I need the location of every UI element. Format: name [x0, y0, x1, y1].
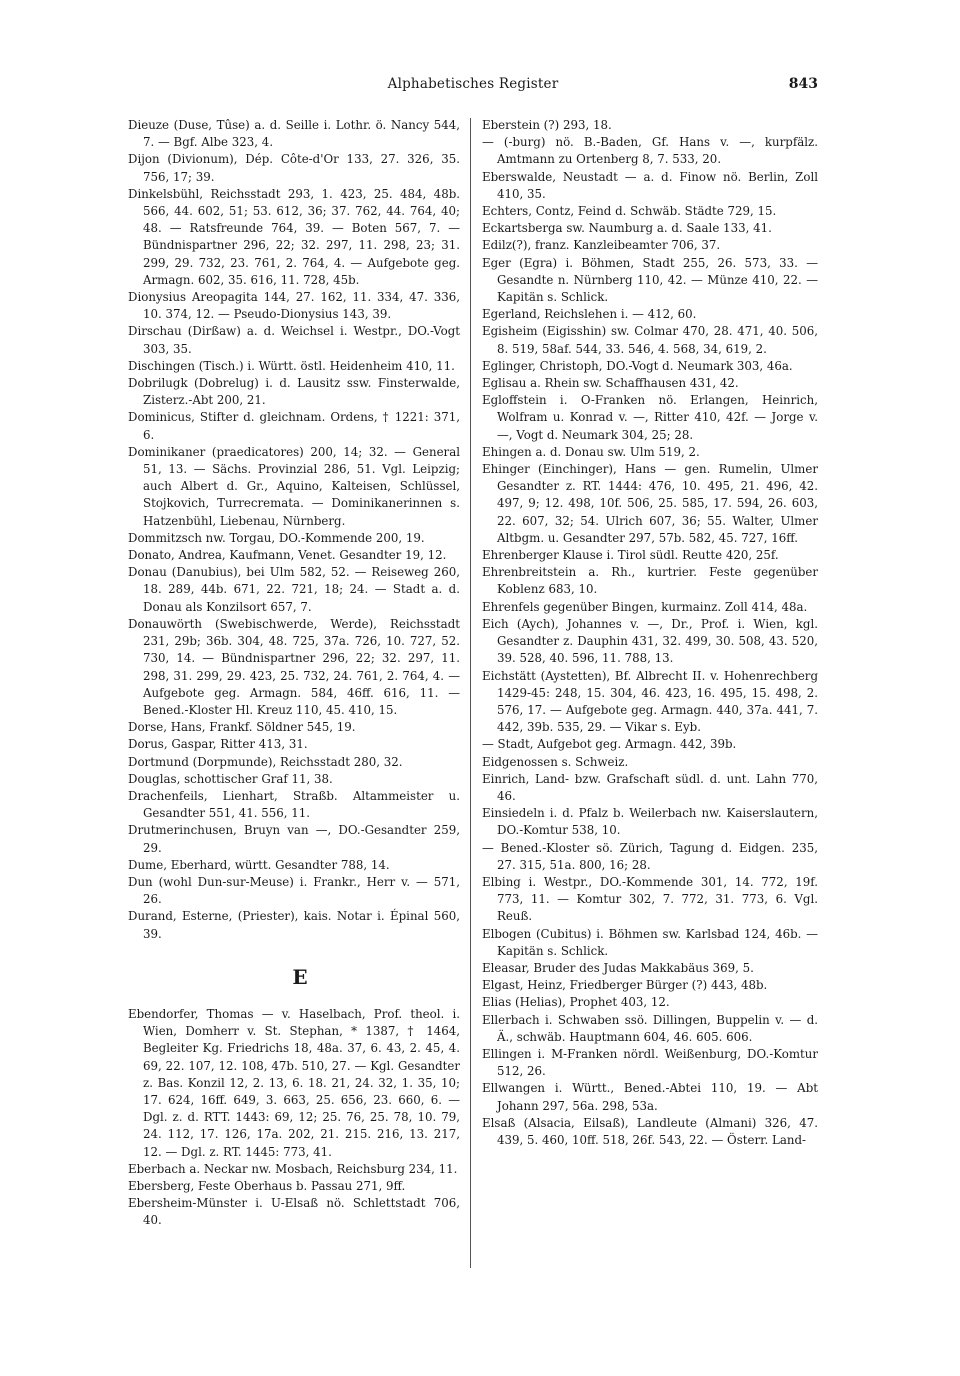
register-entry: Echters, Contz, Feind d. Schwäb. Städte 729, 15. [482, 204, 777, 219]
register-entry: Eglisau a. Rhein sw. Schaffhausen 431, 42. [482, 376, 739, 391]
register-entry: Dorus, Gaspar, Ritter 413, 31. [128, 737, 308, 752]
register-entry: Elgast, Heinz, Friedberger Bürger (?) 443, 48b. [482, 978, 768, 993]
register-entry: Ebendorfer, Thomas — v. Haselbach, Prof. theol. i. Wien, Domherr v. St. Stephan, * 1387, † 1464, Begleiter Kg. Friedrichs 18, 48a. 37, 6. 43, 2. 45, 4. 69, 22. 107, 12. 108, 47b. 510, 27. — Kgl. Gesandter z. Bas. Konzil 12, 2. 13, 6. 18. 21, 24. 32, 1. 35, 10; 17. 624, 16ff. 649, 3. 663, 25. 656, 23. 660, 6. — Dgl. z. d. RTT. 1443: 69, 12; 25. 76, 25. 78, 10. 79, 24. 112, 17. 126, 17a. 202, 21. 215. 216, 13. 217, 12. — Dgl. z. RT. 1445: 773, 41. [128, 1006, 460, 1159]
register-entry: — (-burg) nö. B.-Baden, Gf. Hans v. —, kurpfälz. Amtmann zu Ortenberg 8, 7. 533, 20. [482, 135, 818, 167]
register-entry: Dobrilugk (Dobrelug) i. d. Lausitz ssw. Finsterwalde, Zisterz.-Abt 200, 21. [128, 376, 460, 408]
register-entry: Drutmerinchusen, Bruyn van —, DO.-Gesandter 259, 29. [128, 823, 460, 855]
register-entry: Dirschau (Dirßaw) a. d. Weichsel i. Westpr., DO.-Vogt 303, 35. [128, 324, 460, 356]
register-entry: Einrich, Land- bzw. Grafschaft südl. d. unt. Lahn 770, 46. [482, 771, 818, 803]
register-entry: Dominikaner (praedicatores) 200, 14; 32. — General 51, 13. — Sächs. Provinzial 286, 51. Vgl. Leipzig; auch Albert d. Gr., Aquino, Kalteisen, Schlüssel, Stojkovich, Turrecremata. — Dominikanerinnen s. Hatzenbühl, Liebenau, Nürnberg. [128, 444, 460, 528]
register-entry: Dorse, Hans, Frankf. Söldner 545, 19. [128, 720, 356, 735]
register-entry: Eleasar, Bruder des Judas Makkabäus 369, 5. [482, 960, 754, 975]
register-entry: — Stadt, Aufgebot geg. Armagn. 442, 39b. [482, 737, 737, 752]
register-entry: Ellwangen i. Württ., Bened.-Abtei 110, 19. — Abt Johann 297, 56a. 298, 53a. [482, 1081, 818, 1113]
page-number: 843 [788, 76, 818, 92]
register-entry: — Bened.-Kloster sö. Zürich, Tagung d. Eidgen. 235, 27. 315, 51a. 800, 16; 28. [482, 840, 818, 872]
column-divider [470, 118, 471, 1268]
register-entry: Douglas, schottischer Graf 11, 38. [128, 771, 333, 786]
register-entry: Eidgenossen s. Schweiz. [482, 754, 629, 769]
register-entry: Ehingen a. d. Donau sw. Ulm 519, 2. [482, 444, 700, 459]
register-entry: Donau (Danubius), bei Ulm 582, 52. — Reiseweg 260, 18. 289, 44b. 671, 22. 721, 18; 24. — Stadt a. d. Donau als Konzilsort 657, 7. [128, 565, 460, 614]
register-entry: Egisheim (Eigisshin) sw. Colmar 470, 28. 471, 40. 506, 8. 519, 58af. 544, 33. 546, 4. 568, 34, 619, 2. [482, 324, 818, 356]
register-entry: Einsiedeln i. d. Pfalz b. Weilerbach nw. Kaiserslautern, DO.-Komtur 538, 10. [482, 806, 818, 838]
register-entry: Eglinger, Christoph, DO.-Vogt d. Neumark 303, 46a. [482, 358, 793, 373]
register-entry: Eberbach a. Neckar nw. Mosbach, Reichsburg 234, 11. [128, 1161, 458, 1176]
register-entry: Ehinger (Einchinger), Hans — gen. Rumelin, Ulmer Gesandter z. RT. 1444: 476, 10. 495, 21. 496, 42. 497, 9; 12. 498, 10f. 506, 25. 585, 17. 594, 26. 603, 22. 607, 32; 54. Ulrich 607, 36; 55. Walter, Ulmer Altbgm. u. Gesandter 297, 57b. 582, 45. 727, 16ff. [482, 462, 818, 545]
register-entry: Eberstein (?) 293, 18. [482, 118, 612, 132]
register-entry: Dortmund (Dorpmunde), Reichsstadt 280, 32. [128, 754, 403, 769]
register-entry: Drachenfeils, Lienhart, Straßb. Altammeister u. Gesandter 551, 41. 556, 11. [128, 788, 460, 821]
register-entry: Dionysius Areopagita 144, 27. 162, 11. 334, 47. 336, 10. 374, 12. — Pseudo-Dionysius 143, 39. [128, 290, 460, 322]
register-entry: Eich (Aych), Johannes v. —, Dr., Prof. i. Wien, kgl. Gesandter z. Dauphin 431, 32. 499, 30. 508, 43. 520, 39. 528, 40. 596, 11. 788, 13. [482, 616, 818, 666]
register-entry: Elias (Helias), Prophet 403, 12. [482, 995, 670, 1010]
register-entry: Elbogen (Cubitus) i. Böhmen sw. Karlsbad 124, 46b. — Kapitän s. Schlick. [482, 926, 818, 958]
register-entry: Egerland, Reichslehen i. — 412, 60. [482, 307, 697, 322]
register-entry: Dischingen (Tisch.) i. Württ. östl. Heidenheim 410, 11. [128, 358, 455, 373]
register-entry: Ehrenberger Klause i. Tirol südl. Reutte 420, 25f. [482, 548, 779, 563]
section-letter: E [292, 964, 308, 989]
register-entry: Dieuze (Duse, Tûse) a. d. Seille i. Lothr. ö. Nancy 544, 7. — Bgf. Albe 323, 4. [128, 118, 460, 150]
register-entry: Donato, Andrea, Kaufmann, Venet. Gesandter 19, 12. [128, 548, 447, 563]
register-entry: Dijon (Divionum), Dép. Côte-d'Or 133, 27. 326, 35. 756, 17; 39. [128, 152, 460, 184]
running-title: Alphabetisches Register [387, 76, 559, 92]
register-entry: Dommitzsch nw. Torgau, DO.-Kommende 200, 19. [128, 530, 425, 545]
register-entry: Eckartsberga sw. Naumburg a. d. Saale 133, 41. [482, 221, 772, 236]
left-column [128, 117, 460, 1230]
register-entry: Durand, Esterne, (Priester), kais. Notar i. Épinal 560, 39. [128, 909, 460, 941]
register-entry: Ebersheim-Münster i. U-Elsaß nö. Schlettstadt 706, 40. [128, 1196, 460, 1228]
register-entry: Donauwörth (Swebischwerde, Werde), Reichsstadt 231, 29b; 36b. 304, 48. 725, 37a. 726, 10. 727, 52. 730, 14. — Bündnispartner 296, 22; 32. 297, 11. 298, 31. 299, 29. 423, 25. 732, 24. 761, 2. 764, 4. — Aufgebote geg. Armagn. 584, 46ff. 616, 11. — Bened.-Kloster Hl. Kreuz 110, 45. 410, 15. [128, 616, 460, 717]
register-entry: Elsaß (Alsacia, Eilsaß), Landleute (Almani) 326, 47. 439, 5. 460, 10ff. 518, 26f. 543, 22. — Österr. Land- [482, 1115, 818, 1147]
register-entry: Ellerbach i. Schwaben ssö. Dillingen, Buppelin v. — d. Ä., schwäb. Hauptmann 604, 46. 605. 606. [482, 1012, 818, 1044]
register-entry: Dume, Eberhard, württ. Gesandter 788, 14. [128, 857, 390, 872]
register-entry: Dominicus, Stifter d. gleichnam. Ordens, † 1221: 371, 6. [128, 410, 460, 442]
register-entry: Ehrenfels gegenüber Bingen, kurmainz. Zoll 414, 48a. [482, 599, 808, 614]
register-entry: Eger (Egra) i. Böhmen, Stadt 255, 26. 573, 33. — Gesandte n. Nürnberg 110, 42. — Münze 410, 22. — Kapitän s. Schlick. [482, 255, 818, 305]
page-header [128, 76, 818, 96]
register-entry: Eberswalde, Neustadt — a. d. Finow nö. Berlin, Zoll 410, 35. [482, 169, 818, 201]
register-entry: Egloffstein i. O-Franken nö. Erlangen, Heinrich, Wolfram u. Konrad v. —, Ritter 410, 42f. — Jorge v. —, Vogt d. Neumark 304, 25; 28. [482, 393, 818, 442]
register-entry: Elbing i. Westpr., DO.-Kommende 301, 14. 772, 19f. 773, 11. — Komtur 302, 7. 772, 31. 773, 6. Vgl. Reuß. [482, 874, 818, 924]
register-entry: Dun (wohl Dun-sur-Meuse) i. Frankr., Herr v. — 571, 26. [128, 874, 460, 907]
register-entry: Ellingen i. M-Franken nördl. Weißenburg, DO.-Komtur 512, 26. [482, 1046, 818, 1079]
register-entry: Dinkelsbühl, Reichsstadt 293, 1. 423, 25. 484, 48b. 566, 44. 602, 51; 53. 612, 36; 37. 762, 44. 764, 40; 48. — Ratsfreunde 764, 39. — Boten 567, 7. — Bündnispartner 296, 22; 32. 297, 11. 298, 23; 31. 299, 29. 732, 23. 761, 2. 764, 4. — Aufgebote geg. Armagn. 602, 35. 616, 11. 728, 45b. [128, 186, 460, 287]
register-entry: Ebersberg, Feste Oberhaus b. Passau 271, 9ff. [128, 1178, 406, 1193]
register-entry: Ehrenbreitstein a. Rh., kurtrier. Feste gegenüber Koblenz 683, 10. [482, 565, 818, 597]
register-entry: Eichstätt (Aystetten), Bf. Albrecht II. v. Hohenrechberg 1429-45: 248, 15. 304, 46. 423, 16. 495, 15. 498, 2. 576, 17. — Aufgebote geg. Armagn. 440, 37a. 441, 7. 442, 39b. 535, 29. — Vikar s. Eyb. [482, 668, 818, 735]
register-entry: Edilz(?), franz. Kanzleibeamter 706, 37. [482, 238, 721, 253]
right-column [482, 117, 818, 1149]
